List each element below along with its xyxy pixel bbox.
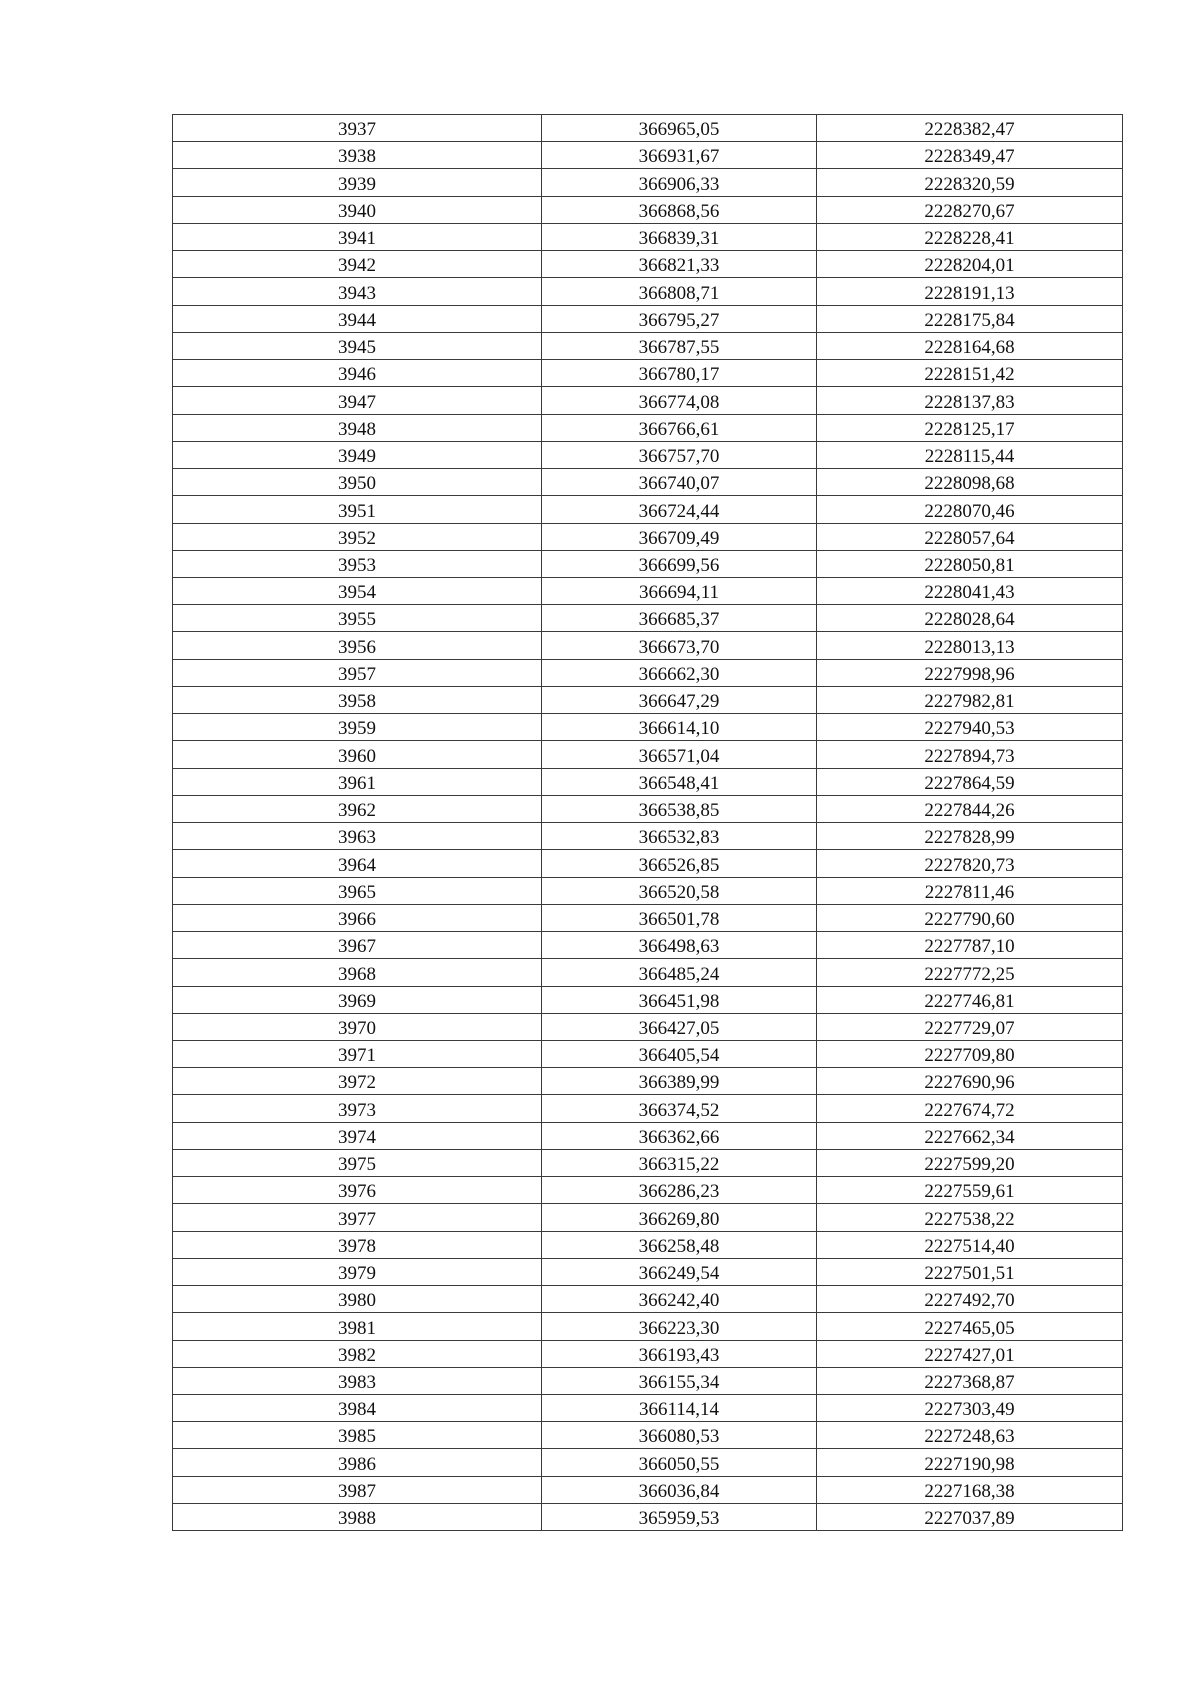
point-number-cell: 3959 [173, 714, 542, 741]
y-coordinate-cell: 2227303,49 [817, 1395, 1123, 1422]
y-coordinate-cell: 2228050,81 [817, 550, 1123, 577]
point-number-cell: 3983 [173, 1367, 542, 1394]
x-coordinate-cell: 366405,54 [542, 1040, 817, 1067]
table-row [173, 1149, 1123, 1176]
x-coordinate-cell: 366774,08 [542, 387, 817, 414]
table-row [173, 768, 1123, 795]
point-number-cell: 3955 [173, 605, 542, 632]
x-coordinate-cell: 366501,78 [542, 904, 817, 931]
y-coordinate-cell: 2228125,17 [817, 414, 1123, 441]
x-coordinate-cell: 366538,85 [542, 795, 817, 822]
table-row [173, 1340, 1123, 1367]
x-coordinate-cell: 366389,99 [542, 1068, 817, 1095]
table-row [173, 332, 1123, 359]
point-number-cell: 3961 [173, 768, 542, 795]
x-coordinate-cell: 366080,53 [542, 1422, 817, 1449]
x-coordinate-cell: 366249,54 [542, 1258, 817, 1285]
point-number-cell: 3968 [173, 959, 542, 986]
point-number-cell: 3942 [173, 251, 542, 278]
table-row [173, 1122, 1123, 1149]
y-coordinate-cell: 2227998,96 [817, 659, 1123, 686]
x-coordinate-cell: 366286,23 [542, 1177, 817, 1204]
y-coordinate-cell: 2228270,67 [817, 196, 1123, 223]
table-row [173, 1068, 1123, 1095]
x-coordinate-cell: 366520,58 [542, 877, 817, 904]
x-coordinate-cell: 366614,10 [542, 714, 817, 741]
point-number-cell: 3954 [173, 577, 542, 604]
y-coordinate-cell: 2227037,89 [817, 1503, 1123, 1530]
x-coordinate-cell: 366526,85 [542, 850, 817, 877]
table-row [173, 142, 1123, 169]
x-coordinate-cell: 366795,27 [542, 305, 817, 332]
y-coordinate-cell: 2228098,68 [817, 469, 1123, 496]
x-coordinate-cell: 366965,05 [542, 115, 817, 142]
x-coordinate-cell: 366699,56 [542, 550, 817, 577]
y-coordinate-cell: 2227811,46 [817, 877, 1123, 904]
table-row [173, 795, 1123, 822]
x-coordinate-cell: 366766,61 [542, 414, 817, 441]
table-row [173, 1258, 1123, 1285]
point-number-cell: 3973 [173, 1095, 542, 1122]
x-coordinate-cell: 366787,55 [542, 332, 817, 359]
x-coordinate-cell: 366193,43 [542, 1340, 817, 1367]
y-coordinate-cell: 2227538,22 [817, 1204, 1123, 1231]
point-number-cell: 3979 [173, 1258, 542, 1285]
table-row [173, 1367, 1123, 1394]
point-number-cell: 3984 [173, 1395, 542, 1422]
x-coordinate-cell: 366498,63 [542, 932, 817, 959]
x-coordinate-cell: 366269,80 [542, 1204, 817, 1231]
x-coordinate-cell: 366740,07 [542, 469, 817, 496]
x-coordinate-cell: 366709,49 [542, 523, 817, 550]
y-coordinate-cell: 2228151,42 [817, 360, 1123, 387]
point-number-cell: 3976 [173, 1177, 542, 1204]
x-coordinate-cell: 366427,05 [542, 1013, 817, 1040]
y-coordinate-cell: 2227772,25 [817, 959, 1123, 986]
point-number-cell: 3952 [173, 523, 542, 550]
table-row [173, 1313, 1123, 1340]
table-row [173, 387, 1123, 414]
y-coordinate-cell: 2228137,83 [817, 387, 1123, 414]
table-row [173, 577, 1123, 604]
table-row [173, 632, 1123, 659]
point-number-cell: 3978 [173, 1231, 542, 1258]
point-number-cell: 3988 [173, 1503, 542, 1530]
x-coordinate-cell: 366485,24 [542, 959, 817, 986]
point-number-cell: 3982 [173, 1340, 542, 1367]
table-row [173, 223, 1123, 250]
x-coordinate-cell: 366906,33 [542, 169, 817, 196]
table-row [173, 1476, 1123, 1503]
x-coordinate-cell: 366647,29 [542, 686, 817, 713]
y-coordinate-cell: 2227190,98 [817, 1449, 1123, 1476]
table-row [173, 469, 1123, 496]
y-coordinate-cell: 2227501,51 [817, 1258, 1123, 1285]
y-coordinate-cell: 2228164,68 [817, 332, 1123, 359]
point-number-cell: 3980 [173, 1286, 542, 1313]
y-coordinate-cell: 2228070,46 [817, 496, 1123, 523]
y-coordinate-cell: 2227729,07 [817, 1013, 1123, 1040]
point-number-cell: 3949 [173, 441, 542, 468]
point-number-cell: 3972 [173, 1068, 542, 1095]
y-coordinate-cell: 2228204,01 [817, 251, 1123, 278]
x-coordinate-cell: 366821,33 [542, 251, 817, 278]
table-row [173, 305, 1123, 332]
table-row [173, 1395, 1123, 1422]
point-number-cell: 3947 [173, 387, 542, 414]
table-row [173, 115, 1123, 142]
table-row [173, 1177, 1123, 1204]
table-row [173, 1503, 1123, 1530]
point-number-cell: 3971 [173, 1040, 542, 1067]
table-row [173, 1040, 1123, 1067]
x-coordinate-cell: 366362,66 [542, 1122, 817, 1149]
table-row [173, 251, 1123, 278]
y-coordinate-cell: 2227599,20 [817, 1149, 1123, 1176]
y-coordinate-cell: 2227662,34 [817, 1122, 1123, 1149]
y-coordinate-cell: 2227709,80 [817, 1040, 1123, 1067]
point-number-cell: 3962 [173, 795, 542, 822]
point-number-cell: 3960 [173, 741, 542, 768]
point-number-cell: 3957 [173, 659, 542, 686]
table-row [173, 441, 1123, 468]
point-number-cell: 3944 [173, 305, 542, 332]
y-coordinate-cell: 2227894,73 [817, 741, 1123, 768]
y-coordinate-cell: 2227427,01 [817, 1340, 1123, 1367]
y-coordinate-cell: 2228382,47 [817, 115, 1123, 142]
point-number-cell: 3974 [173, 1122, 542, 1149]
table-row [173, 659, 1123, 686]
table-row [173, 741, 1123, 768]
table-row [173, 523, 1123, 550]
table-row [173, 1449, 1123, 1476]
point-number-cell: 3945 [173, 332, 542, 359]
table-row [173, 1204, 1123, 1231]
table-row [173, 904, 1123, 931]
x-coordinate-cell: 366757,70 [542, 441, 817, 468]
y-coordinate-cell: 2227465,05 [817, 1313, 1123, 1340]
table-row [173, 1422, 1123, 1449]
table-row [173, 1013, 1123, 1040]
point-number-cell: 3981 [173, 1313, 542, 1340]
x-coordinate-cell: 366685,37 [542, 605, 817, 632]
y-coordinate-cell: 2227559,61 [817, 1177, 1123, 1204]
y-coordinate-cell: 2227248,63 [817, 1422, 1123, 1449]
point-number-cell: 3943 [173, 278, 542, 305]
table-row [173, 686, 1123, 713]
table-row [173, 1231, 1123, 1258]
table-row [173, 196, 1123, 223]
y-coordinate-cell: 2228320,59 [817, 169, 1123, 196]
coordinates-table-body [173, 115, 1123, 1531]
table-row [173, 1095, 1123, 1122]
point-number-cell: 3970 [173, 1013, 542, 1040]
x-coordinate-cell: 366451,98 [542, 986, 817, 1013]
table-row [173, 496, 1123, 523]
y-coordinate-cell: 2227168,38 [817, 1476, 1123, 1503]
point-number-cell: 3946 [173, 360, 542, 387]
x-coordinate-cell: 366374,52 [542, 1095, 817, 1122]
point-number-cell: 3940 [173, 196, 542, 223]
y-coordinate-cell: 2228228,41 [817, 223, 1123, 250]
x-coordinate-cell: 366036,84 [542, 1476, 817, 1503]
y-coordinate-cell: 2227514,40 [817, 1231, 1123, 1258]
y-coordinate-cell: 2227790,60 [817, 904, 1123, 931]
y-coordinate-cell: 2228115,44 [817, 441, 1123, 468]
y-coordinate-cell: 2228041,43 [817, 577, 1123, 604]
point-number-cell: 3985 [173, 1422, 542, 1449]
point-number-cell: 3948 [173, 414, 542, 441]
point-number-cell: 3953 [173, 550, 542, 577]
y-coordinate-cell: 2227820,73 [817, 850, 1123, 877]
point-number-cell: 3965 [173, 877, 542, 904]
point-number-cell: 3958 [173, 686, 542, 713]
x-coordinate-cell: 366780,17 [542, 360, 817, 387]
point-number-cell: 3963 [173, 823, 542, 850]
y-coordinate-cell: 2227940,53 [817, 714, 1123, 741]
y-coordinate-cell: 2227492,70 [817, 1286, 1123, 1313]
table-row [173, 414, 1123, 441]
y-coordinate-cell: 2227982,81 [817, 686, 1123, 713]
table-row [173, 278, 1123, 305]
point-number-cell: 3969 [173, 986, 542, 1013]
y-coordinate-cell: 2227674,72 [817, 1095, 1123, 1122]
x-coordinate-cell: 366931,67 [542, 142, 817, 169]
y-coordinate-cell: 2227828,99 [817, 823, 1123, 850]
x-coordinate-cell: 366114,14 [542, 1395, 817, 1422]
y-coordinate-cell: 2227690,96 [817, 1068, 1123, 1095]
table-row [173, 1286, 1123, 1313]
point-number-cell: 3975 [173, 1149, 542, 1176]
table-row [173, 169, 1123, 196]
y-coordinate-cell: 2228175,84 [817, 305, 1123, 332]
point-number-cell: 3986 [173, 1449, 542, 1476]
coordinates-table [172, 114, 1123, 1531]
table-row [173, 360, 1123, 387]
point-number-cell: 3939 [173, 169, 542, 196]
x-coordinate-cell: 365959,53 [542, 1503, 817, 1530]
table-row [173, 714, 1123, 741]
y-coordinate-cell: 2227864,59 [817, 768, 1123, 795]
y-coordinate-cell: 2227844,26 [817, 795, 1123, 822]
x-coordinate-cell: 366868,56 [542, 196, 817, 223]
point-number-cell: 3966 [173, 904, 542, 931]
point-number-cell: 3951 [173, 496, 542, 523]
x-coordinate-cell: 366223,30 [542, 1313, 817, 1340]
x-coordinate-cell: 366315,22 [542, 1149, 817, 1176]
table-row [173, 877, 1123, 904]
x-coordinate-cell: 366694,11 [542, 577, 817, 604]
table-row [173, 932, 1123, 959]
x-coordinate-cell: 366673,70 [542, 632, 817, 659]
point-number-cell: 3938 [173, 142, 542, 169]
point-number-cell: 3977 [173, 1204, 542, 1231]
y-coordinate-cell: 2228191,13 [817, 278, 1123, 305]
table-row [173, 550, 1123, 577]
point-number-cell: 3950 [173, 469, 542, 496]
y-coordinate-cell: 2228013,13 [817, 632, 1123, 659]
x-coordinate-cell: 366571,04 [542, 741, 817, 768]
point-number-cell: 3956 [173, 632, 542, 659]
x-coordinate-cell: 366548,41 [542, 768, 817, 795]
x-coordinate-cell: 366808,71 [542, 278, 817, 305]
table-row [173, 823, 1123, 850]
x-coordinate-cell: 366050,55 [542, 1449, 817, 1476]
x-coordinate-cell: 366839,31 [542, 223, 817, 250]
y-coordinate-cell: 2227787,10 [817, 932, 1123, 959]
point-number-cell: 3941 [173, 223, 542, 250]
point-number-cell: 3967 [173, 932, 542, 959]
table-row [173, 959, 1123, 986]
x-coordinate-cell: 366258,48 [542, 1231, 817, 1258]
y-coordinate-cell: 2228057,64 [817, 523, 1123, 550]
table-row [173, 850, 1123, 877]
x-coordinate-cell: 366242,40 [542, 1286, 817, 1313]
table-row [173, 605, 1123, 632]
point-number-cell: 3937 [173, 115, 542, 142]
y-coordinate-cell: 2227746,81 [817, 986, 1123, 1013]
x-coordinate-cell: 366724,44 [542, 496, 817, 523]
table-row [173, 986, 1123, 1013]
x-coordinate-cell: 366155,34 [542, 1367, 817, 1394]
x-coordinate-cell: 366532,83 [542, 823, 817, 850]
y-coordinate-cell: 2228028,64 [817, 605, 1123, 632]
y-coordinate-cell: 2227368,87 [817, 1367, 1123, 1394]
y-coordinate-cell: 2228349,47 [817, 142, 1123, 169]
point-number-cell: 3964 [173, 850, 542, 877]
point-number-cell: 3987 [173, 1476, 542, 1503]
x-coordinate-cell: 366662,30 [542, 659, 817, 686]
